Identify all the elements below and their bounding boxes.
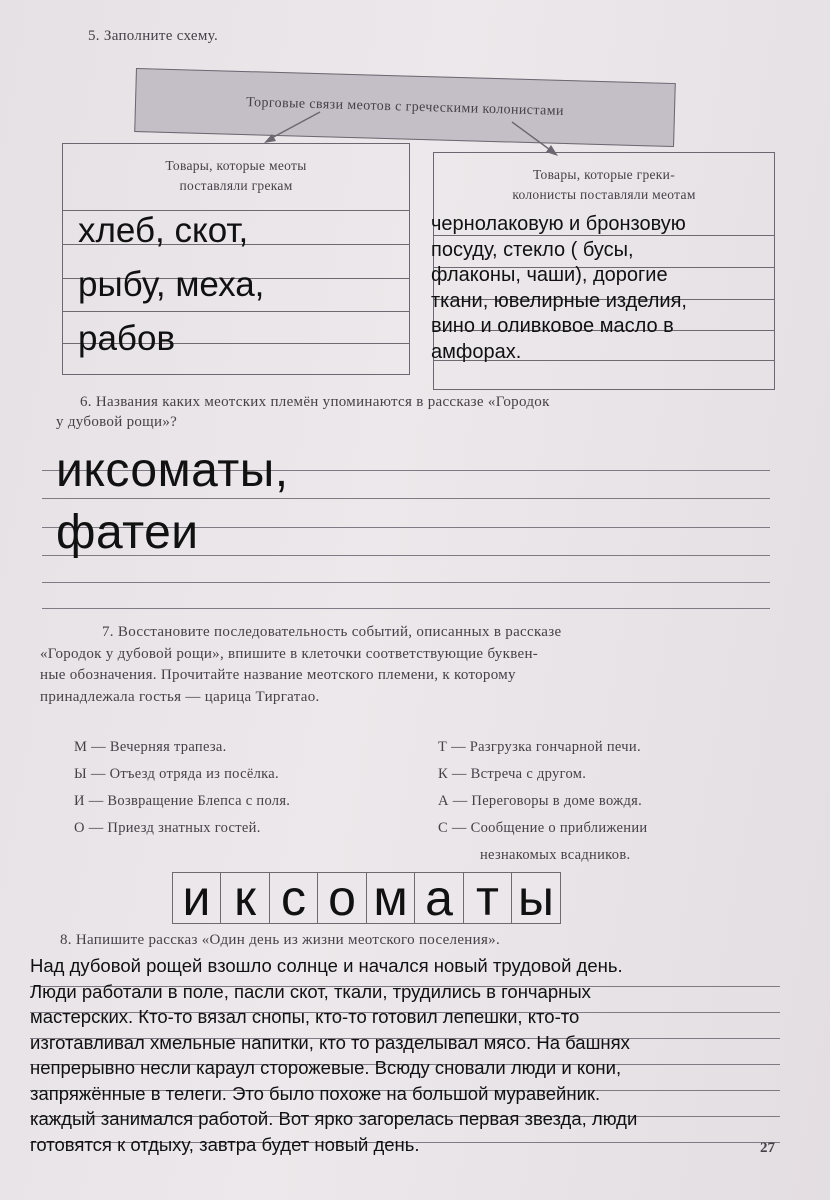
answer-line: флаконы, чаши), дорогие [431, 264, 668, 286]
event-item: Т — Разгрузка гончарной печи. [438, 739, 641, 755]
task8-story [30, 953, 790, 1157]
answer-line: вино и оливковое масло в [431, 315, 674, 337]
answer-line: иксоматы, [56, 444, 289, 497]
task8-prompt: 8. Напишите рассказ «Один день из жизни меотского поселения». [60, 932, 501, 948]
event-item: А — Переговоры в доме вождя. [438, 793, 643, 809]
arrow-right [512, 122, 553, 152]
answer-cell[interactable]: и [172, 872, 222, 924]
answer-cell[interactable]: а [414, 872, 464, 924]
answer-cell[interactable]: к [220, 872, 270, 924]
story-line: мастерских. Кто-то вязал снопы, кто-то готовил лепешки, кто-то [30, 1006, 580, 1027]
left-box-heading-line-2: поставляли грекам [179, 178, 293, 193]
task6-answer [56, 440, 289, 564]
answer-cells [173, 872, 561, 924]
answer-cell[interactable]: м [366, 872, 416, 924]
answer-line: амфорах. [431, 340, 522, 363]
prompt-line: «Городок у дубовой рощи», впишите в клеточки соответствующие буквен- [40, 645, 539, 662]
task7-prompt [40, 622, 790, 708]
answer-line: посуду, стекло ( бусы, [431, 238, 634, 261]
story-line: непрерывно несли караул сторожевые. Всюду сновали люди и кони, [30, 1057, 622, 1078]
prompt-line: принадлежала гостья — царица Тиргатао. [40, 688, 320, 705]
task5-prompt: 5. Заполните схему. [88, 28, 218, 44]
answer-cell[interactable]: т [463, 872, 513, 924]
answer-line: рыбу, меха, [78, 265, 265, 304]
event-item: К — Встреча с другом. [438, 766, 587, 782]
event-item: Ы — Отъезд отряда из посёлка. [74, 766, 279, 782]
left-box-answer [78, 204, 264, 366]
answer-line: чернолаковую и бронзовую [431, 213, 686, 235]
arrow-left [268, 112, 320, 140]
event-item: И — Возвращение Блепса с поля. [74, 793, 291, 809]
prompt-line: у дубовой рощи»? [56, 414, 178, 430]
answer-line: ткани, ювелирные изделия, [431, 289, 687, 312]
events-left-column [74, 734, 290, 842]
right-box-heading-line-1: Товары, которые греки- [532, 167, 675, 182]
story-line: готовятся к отдыху, завтра будет новый день. [30, 1133, 420, 1155]
right-box-answer [431, 212, 776, 365]
answer-cell[interactable]: ы [511, 872, 561, 924]
answer-line: фатеи [56, 506, 199, 559]
event-item: О — Приезд знатных гостей. [74, 820, 261, 836]
story-line: Люди работали в поле, пасли скот, ткали, трудились в гончарных [30, 980, 591, 1002]
answer-line-rule [42, 582, 770, 583]
prompt-line: 6. Названия каких меотских племён упоминаются в рассказе «Городок [80, 394, 550, 410]
answer-line: хлеб, скот, [78, 211, 249, 250]
event-item: М — Вечерняя трапеза. [74, 739, 227, 755]
answer-line-rule [42, 608, 770, 609]
left-box-heading-line-1: Товары, которые меоты [165, 158, 307, 173]
events-right-column [438, 734, 647, 869]
prompt-line: 7. Восстановите последовательность событий, описанных в рассказе [102, 624, 562, 640]
page-number: 27 [760, 1140, 775, 1156]
answer-cell[interactable]: о [317, 872, 367, 924]
right-box-heading-line-2: колонисты поставляли меотам [512, 187, 696, 202]
arrowhead-left [264, 134, 276, 143]
scheme-title: Торговые связи меотов с греческими колонистами [134, 68, 676, 147]
answer-line: рабов [78, 319, 176, 358]
story-line: каждый занимался работой. Вот ярко загорелась первая звезда, люди [30, 1108, 638, 1129]
prompt-line: ные обозначения. Прочитайте название меотского племени, к которому [40, 667, 516, 683]
answer-cell[interactable]: с [269, 872, 319, 924]
event-item: С — Сообщение о приближении [438, 820, 648, 836]
story-line: изготавливал хмельные напитки, кто то разделывал мясо. На башнях [30, 1031, 630, 1053]
event-item: незнакомых всадников. [480, 847, 631, 863]
story-line: Над дубовой рощей взошло солнце и начался новый трудовой день. [30, 955, 623, 976]
story-line: запряжённые в телеги. Это было похоже на большой муравейник. [30, 1082, 601, 1104]
task6-prompt [56, 392, 786, 432]
